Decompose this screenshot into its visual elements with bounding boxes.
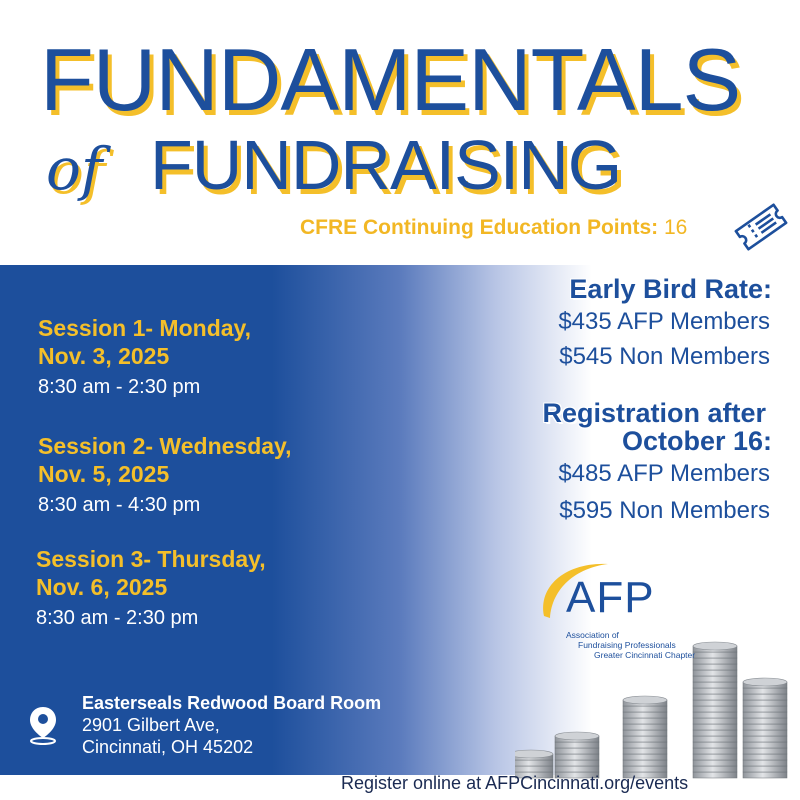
coin — [555, 760, 599, 766]
coin — [693, 742, 737, 748]
venue-street: 2901 Gilbert Ave, — [82, 715, 220, 735]
early-non-members-price: $545 Non Members — [559, 343, 770, 370]
title-fundraising: FUNDRAISING — [150, 126, 622, 204]
coin — [623, 730, 667, 736]
coin — [693, 676, 737, 682]
coin — [743, 706, 787, 712]
session-3-date: Nov. 6, 2025 — [36, 574, 168, 600]
coin — [623, 754, 667, 760]
late-members-price: $485 AFP Members — [558, 460, 770, 487]
coin — [693, 772, 737, 778]
session-2-date: Nov. 5, 2025 — [38, 461, 170, 487]
afp-logo-line2: Fundraising Professionals — [578, 640, 676, 650]
late-heading-line2: October 16: — [621, 426, 772, 456]
session-1-time: 8:30 am - 2:30 pm — [38, 376, 201, 398]
coin — [743, 736, 787, 742]
coin — [693, 730, 737, 736]
late-non-members-price: $595 Non Members — [559, 497, 770, 524]
afp-logo-line1: Association of — [566, 630, 619, 640]
coin — [515, 760, 553, 766]
coin — [693, 682, 737, 688]
coin — [623, 736, 667, 742]
session-2 — [38, 432, 292, 520]
venue-name: Easterseals Redwood Board Room — [82, 693, 382, 713]
coin-top — [515, 750, 553, 758]
coin — [623, 766, 667, 772]
coin — [693, 670, 737, 676]
coin — [743, 688, 787, 694]
coin — [743, 700, 787, 706]
coin — [623, 724, 667, 730]
coin — [693, 760, 737, 766]
coin — [693, 766, 737, 772]
coin-top — [555, 732, 599, 740]
session-3-time: 8:30 am - 2:30 pm — [36, 607, 199, 629]
register-online-text: Register online at AFPCincinnati.org/events — [341, 773, 689, 793]
coin — [623, 718, 667, 724]
session-3 — [36, 545, 266, 633]
coin — [743, 766, 787, 772]
coin-top — [743, 678, 787, 686]
cfre-label: CFRE Continuing Education Points: — [300, 216, 659, 239]
coin — [693, 664, 737, 670]
coin — [743, 754, 787, 760]
afp-logo-line3: Greater Cincinnati Chapter — [594, 650, 696, 660]
coin — [743, 724, 787, 730]
coin — [555, 748, 599, 754]
session-2-time: 8:30 am - 4:30 pm — [38, 494, 201, 516]
coin — [623, 706, 667, 712]
coin — [693, 694, 737, 700]
coin — [743, 772, 787, 778]
early-members-price: $435 AFP Members — [558, 308, 770, 335]
location-pin-icon — [28, 705, 58, 745]
coin — [555, 754, 599, 760]
cfre-points-value: 16 — [663, 216, 688, 239]
title-fundamentals: FUNDAMENTALS — [40, 30, 741, 129]
coin — [693, 652, 737, 658]
coin — [743, 748, 787, 754]
coin-top — [623, 696, 667, 704]
coin — [693, 718, 737, 724]
ticket-icon — [730, 196, 792, 258]
coin — [743, 730, 787, 736]
session-3-title: Session 3- Thursday, — [36, 546, 266, 572]
coin — [743, 718, 787, 724]
session-1 — [38, 314, 251, 402]
coin — [693, 724, 737, 730]
coin — [623, 742, 667, 748]
late-heading-line1: Registration after — [542, 398, 766, 428]
coin — [743, 760, 787, 766]
coin — [743, 742, 787, 748]
coin — [693, 736, 737, 742]
coin — [555, 742, 599, 748]
coin — [743, 694, 787, 700]
coin — [693, 712, 737, 718]
session-1-date: Nov. 3, 2025 — [38, 343, 170, 369]
coin — [555, 766, 599, 772]
coin — [623, 712, 667, 718]
coin-top — [693, 642, 737, 650]
session-2-title: Session 2- Wednesday, — [38, 433, 292, 459]
afp-logo-letters: AFP — [566, 573, 655, 622]
cfre-points-line — [300, 216, 687, 240]
title-of: of — [46, 135, 103, 203]
session-1-title: Session 1- Monday, — [38, 315, 252, 341]
coin — [515, 766, 553, 772]
coin — [693, 688, 737, 694]
coin — [693, 658, 737, 664]
coin — [693, 700, 737, 706]
coin — [693, 754, 737, 760]
coin — [693, 706, 737, 712]
coin — [623, 748, 667, 754]
coin — [743, 712, 787, 718]
venue-block — [82, 692, 381, 758]
venue-city: Cincinnati, OH 45202 — [82, 737, 254, 757]
coin — [693, 748, 737, 754]
early-bird-heading: Early Bird Rate: — [569, 274, 772, 304]
coin — [623, 760, 667, 766]
